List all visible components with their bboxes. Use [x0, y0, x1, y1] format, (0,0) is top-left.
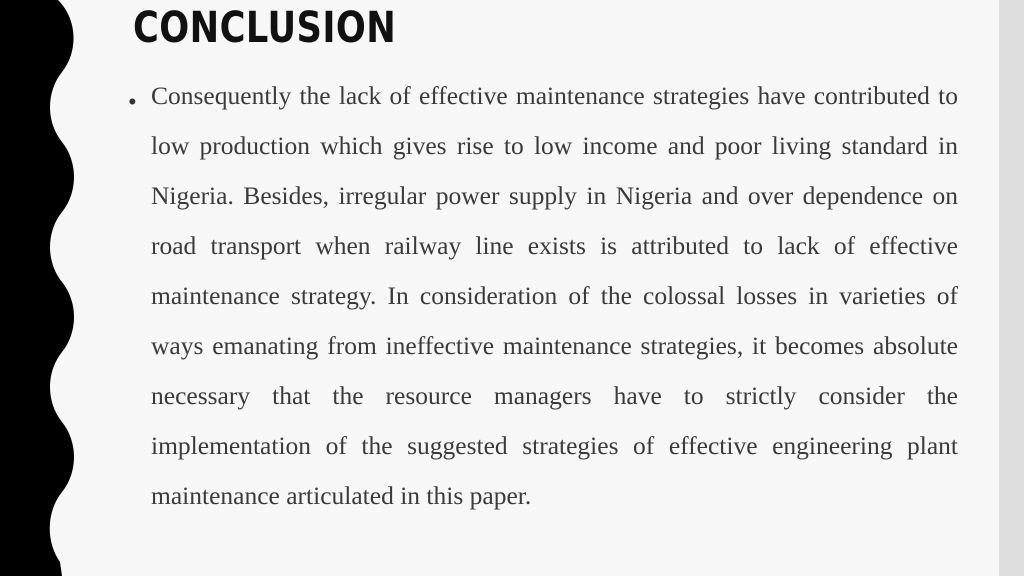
wavy-left-border — [0, 0, 80, 576]
bullet-marker: • — [128, 89, 137, 116]
conclusion-paragraph: Consequently the lack of effective maintenance strategies have contributed to low production which gives rise to low income and poor living standard in Nigeria. Besides, irregular power supply in Nigeria and over dependence on road transport when railway line exists is attributed to lack of effective maintenance strategy. In consideration of the colossal losses in varieties of ways emanating from ineffective maintenance strategies, it becomes absolute necessary that the resource managers have to strictly consider the implementation of the suggested strategies of effective engineering plant maintenance articulated in this paper. — [151, 81, 958, 510]
slide-title: CONCLUSION — [133, 3, 397, 53]
right-side-strip — [999, 0, 1024, 576]
wavy-border-shape — [0, 0, 74, 576]
